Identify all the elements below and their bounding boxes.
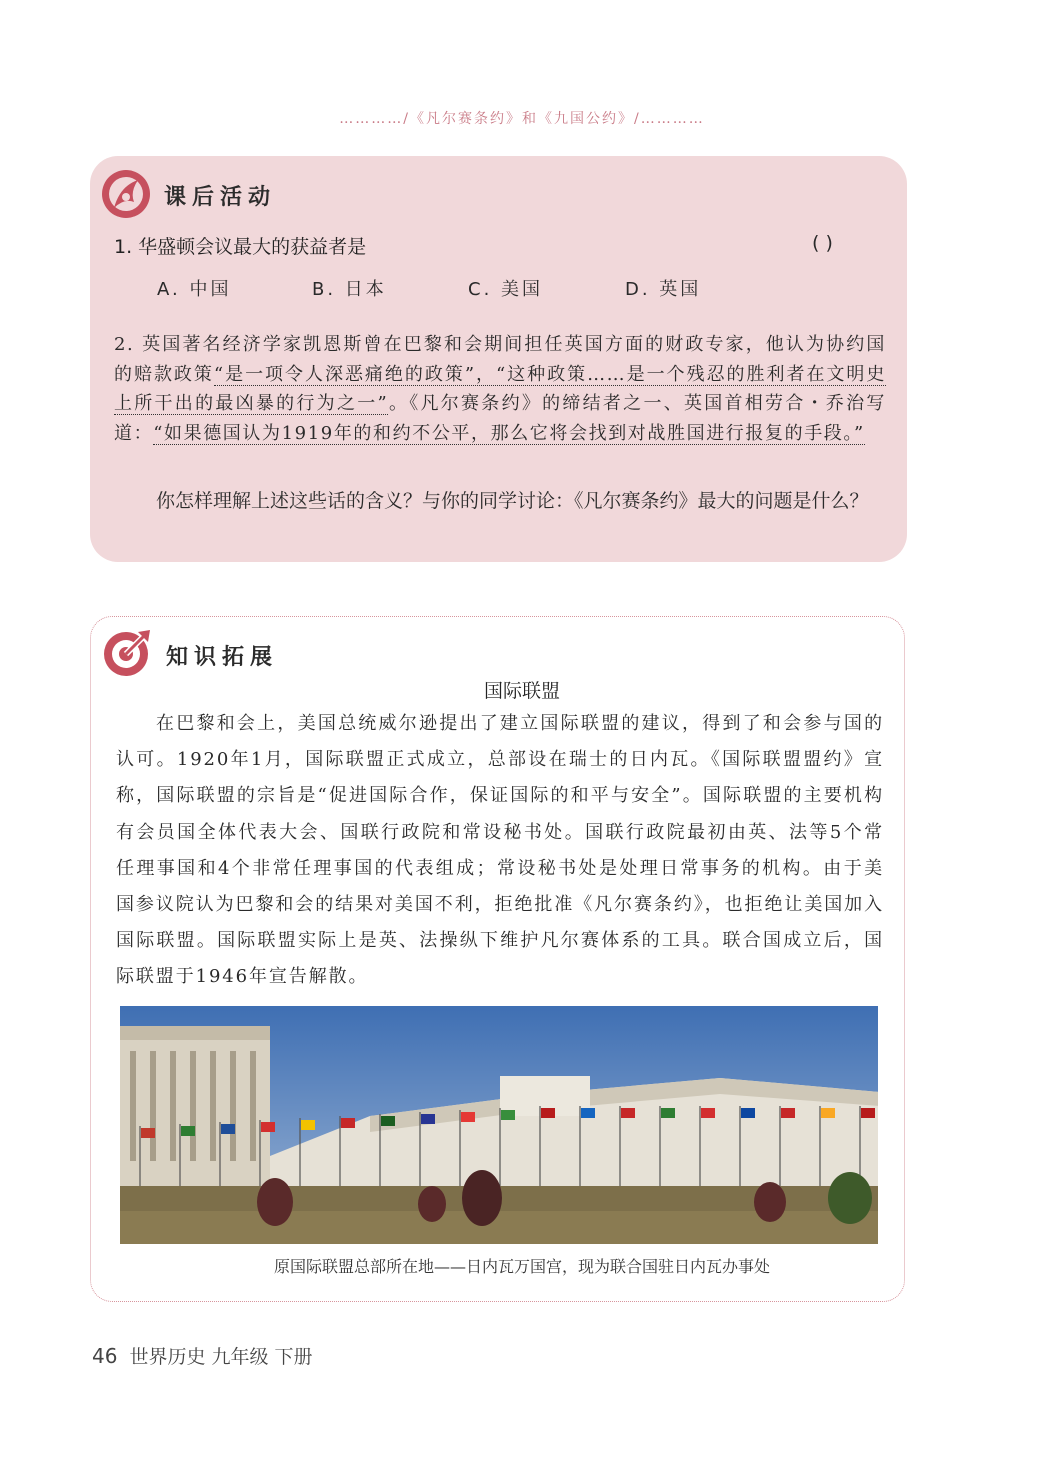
answer-blank: ( ) — [812, 232, 833, 254]
option-d: D. 英国 — [625, 279, 702, 300]
discussion-prompt: 你怎样理解上述这些话的含义？与你的同学讨论：《凡尔赛条约》最大的问题是什么？ — [156, 490, 869, 512]
paragraph-text: 在巴黎和会上，美国总统威尔逊提出了建立国际联盟的建议，得到了和会参与国的认可。1920年1月，国际联盟正式成立，总部设在瑞士的日内瓦。《国际联盟盟约》宣称，国际联盟的宗旨是“促进国际合作，保证国际的和平与安全”。国际联盟的主要机构有会员国全体代表大会、国联行政院和常设秘书处。国联行政院最初由英、法等5个常任理事国和4个非常任理事国的代表组成；常设秘书处是处理日常事务的机构。由于美国参议院认为巴黎和会的结果对美国不利，拒绝批准《凡尔赛条约》，也拒绝让美国加入国际联盟。国际联盟实际上是英、法操纵下维护凡尔赛体系的工具。联合国成立后，国际联盟于1946年宣告解散。 — [116, 713, 884, 988]
running-head: …………/《凡尔赛条约》和《九国公约》/………… — [339, 111, 705, 127]
page-number: 46 — [92, 1344, 118, 1368]
extension-icon — [100, 626, 152, 678]
league-paragraph — [116, 706, 884, 996]
option-b: B. 日本 — [312, 279, 387, 300]
keynes-quote: “是一项令人深恶痛绝的政策”，“这种政策……是一个残忍的胜利者在文明史上所干出的最凶暴的行为之一” — [114, 363, 887, 414]
section-subtitle: 国际联盟 — [483, 680, 560, 702]
activity-icon — [100, 168, 152, 220]
palais-des-nations-photo — [120, 1006, 878, 1244]
lloyd-george-quote: “如果德国认为1919年的和约不公平，那么它将会找到对战胜国进行报复的手段。” — [153, 422, 865, 444]
activity-heading: 课后活动 — [164, 185, 277, 210]
extension-heading: 知识拓展 — [166, 645, 279, 670]
option-c: C. 美国 — [468, 279, 544, 300]
question-2-text: 2. 英国著名经济学家凯恩斯曾在巴黎和会期间担任英国方面的财政专家，他认为协约国的赔款政策 — [114, 334, 886, 385]
page-footer — [92, 1342, 313, 1369]
photo-caption: 原国际联盟总部所在地——日内瓦万国宫，现为联合国驻日内瓦办事处 — [273, 1257, 770, 1276]
option-a: A. 中国 — [157, 279, 232, 300]
question-2-text-continued: 。《凡尔赛条约》的缔结者之一、英国首相劳合・乔治写道： — [114, 393, 886, 444]
book-title: 世界历史 九年级 下册 — [129, 1346, 313, 1368]
question-1: 1. 华盛顿会议最大的获益者是 — [114, 236, 367, 258]
question-2 — [114, 330, 886, 448]
